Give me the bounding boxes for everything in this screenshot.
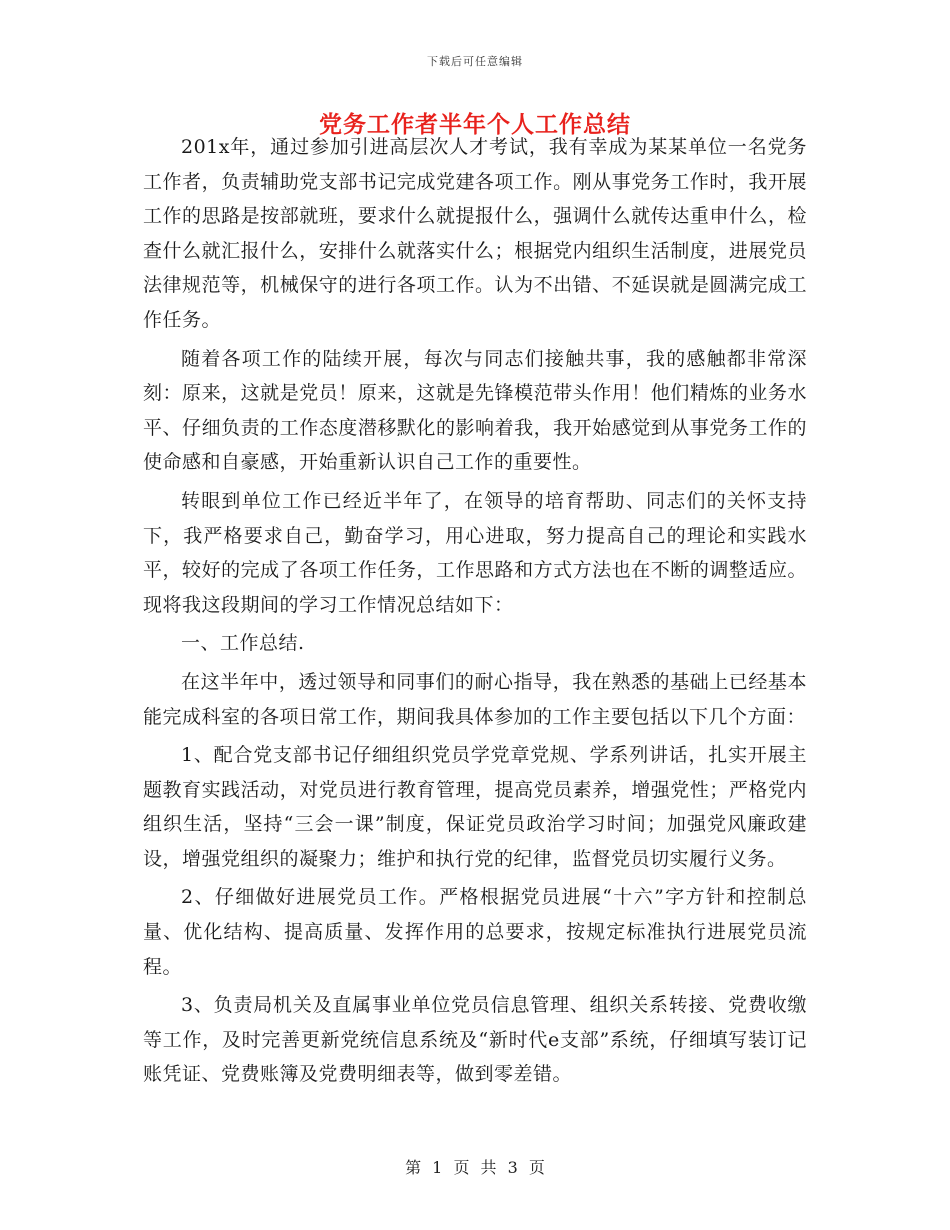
list-item-3: 3、负责局机关及直属事业单位党员信息管理、组织关系转接、党费收缴等工作，及时完善更新党统信息系统及“新时代e支部”系统，仔细填写装订记账凭证、党费账簿及党费明细表等，做到零差错。 [143, 994, 807, 1086]
paragraph-intro: 201x年，通过参加引进高层次人才考试，我有幸成为某某单位一名党务工作者，负责辅助党支部书记完成党建各项工作。刚从事党务工作时，我开展工作的思路是按部就班，要求什么就提报什么，强调什么就传达重申什么，检查什么就汇报什么，安排什么就落实什么；根据党内组织生活制度，进展党员法律规范等，机械保守的进行各项工作。认为不出错、不延误就是圆满完成工作任务。 [143, 136, 807, 331]
document-title: 党务工作者半年个人工作总结 [319, 111, 631, 138]
page-number-footer: 第 1 页 共 3 页 [405, 1158, 545, 1177]
header-note: 下载后可任意编辑 [427, 55, 523, 68]
paragraph-feelings: 随着各项工作的陆续开展，每次与同志们接触共事，我的感触都非常深刻：原来，这就是党员！原来，这就是先锋模范带头作用！他们精炼的业务水平、仔细负责的工作态度潜移默化的影响着我，我开始感觉到从事党务工作的使命感和自豪感，开始重新认识自己工作的重要性。 [143, 347, 807, 474]
paragraph-half-year: 转眼到单位工作已经近半年了，在领导的培育帮助、同志们的关怀支持下，我严格要求自己，勤奋学习，用心进取，努力提高自己的理论和实践水平，较好的完成了各项工作任务，工作思路和方式方法也在不断的调整适应。现将我这段期间的学习工作情况总结如下： [143, 489, 807, 616]
section-heading-work-summary: 一、工作总结. [181, 632, 305, 655]
list-item-1: 1、配合党支部书记仔细组织党员学党章党规、学系列讲话，扎实开展主题教育实践活动，对党员进行教育管理，提高党员素养，增强党性；严格党内组织生活，坚持“三会一课”制度，保证党员政治学习时间；加强党风廉政建设，增强党组织的凝聚力；维护和执行党的纪律，监督党员切实履行义务。 [143, 744, 807, 870]
paragraph-overview: 在这半年中，透过领导和同事们的耐心指导，我在熟悉的基础上已经基本能完成科室的各项日常工作，期间我具体参加的工作主要包括以下几个方面： [143, 670, 807, 728]
list-item-2: 2、仔细做好进展党员工作。严格根据党员进展“十六”字方针和控制总量、优化结构、提高质量、发挥作用的总要求，按规定标准执行进展党员流程。 [143, 886, 807, 978]
document-body [143, 130, 807, 1096]
